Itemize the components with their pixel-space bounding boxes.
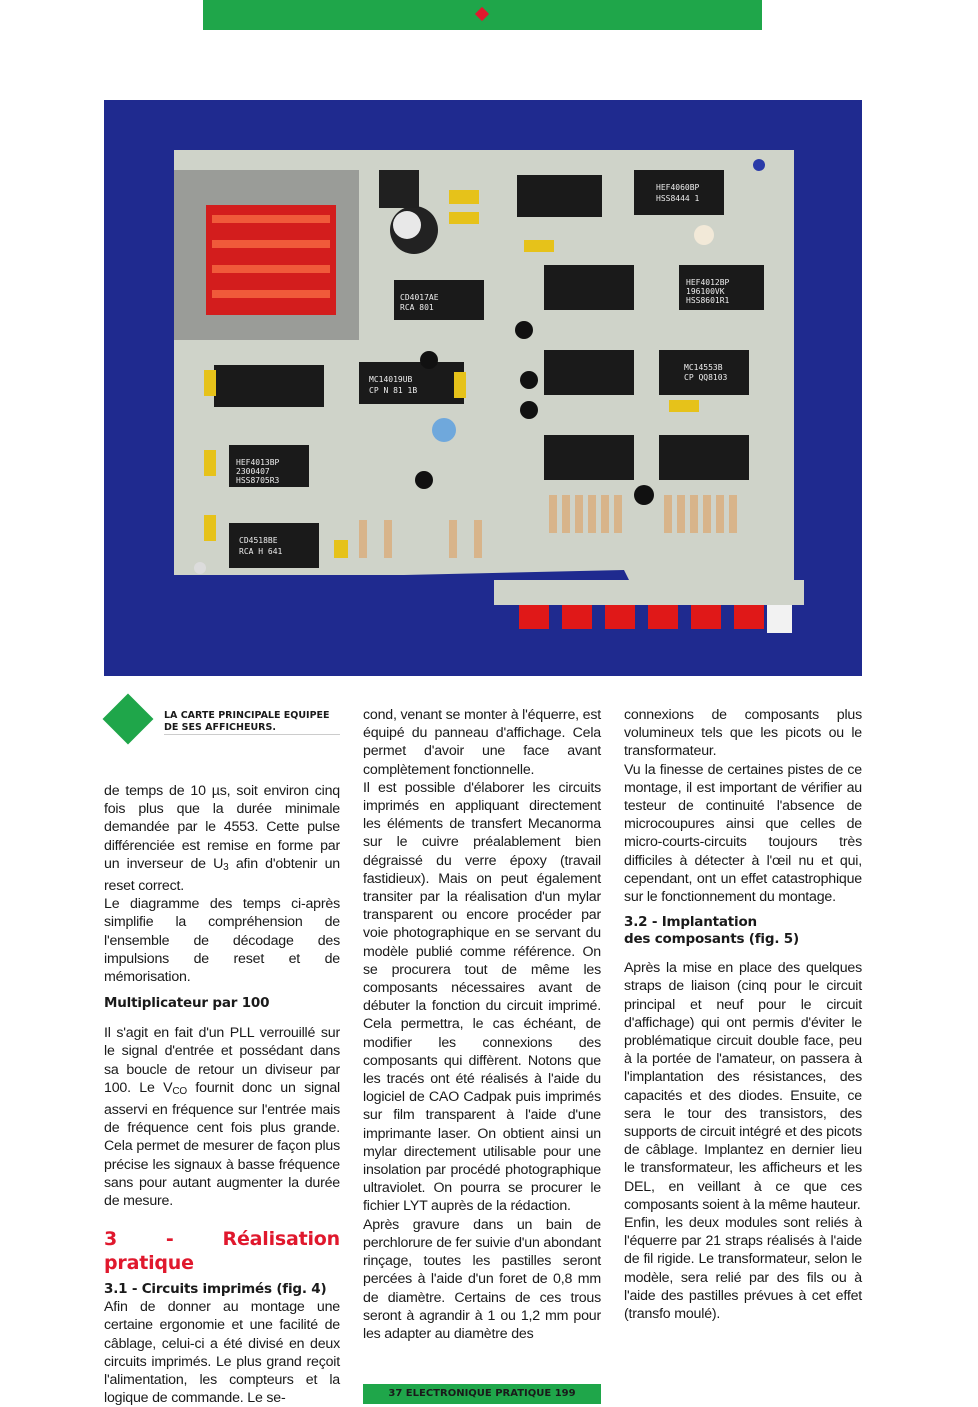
paragraph: Vu la finesse de certaines pistes de ce montage, il est important de vérifier au testeur de continuité l'absence de microcoupures ainsi que celles de micro-courts-circuits toujours très difficiles à détecter à l'œil nu et qui, cependant, ont un effet catastrophique sur le fonctionnement du montage.: [624, 761, 862, 906]
subheading-3-1: 3.1 - Circuits imprimés (fig. 4): [104, 1281, 327, 1298]
paragraph: Enfin, les deux modules sont reliés à l'équerre par 21 straps réalisés à l'aide de fil rigide. Le transformateur, selon le modèle, sera relié par des fils ou à l'aide des pastilles prévues à cet effet (transfo moulé).: [624, 1215, 862, 1323]
svg-text:MC14553B: MC14553B: [684, 363, 723, 372]
svg-text:RCA 801: RCA 801: [400, 303, 434, 312]
caption-diamond-icon: [103, 694, 154, 745]
svg-text:HSS8601R1: HSS8601R1: [686, 296, 730, 305]
paragraph: Après gravure dans un bain de perchlorure de fer suivie d'un abondant rinçage, toutes les pastilles seront percées à l'aide d'un foret de 0,8 mm de diamètre. Certains de ces trous seront à agrandir à 1 ou 1,2 mm pour les adapter au diamètre des: [363, 1216, 601, 1342]
column-1: [104, 782, 340, 1407]
paragraph: de temps de 10 µs, soit environ cinq fois plus que la durée minimale demandée par le 4553. Cette pulse différenciée est remise en forme par un inverseur de $U_3$ afin d'obtenir un reset correct.: [104, 783, 340, 895]
column-3: [624, 706, 862, 1323]
svg-text:HSS8705R3: HSS8705R3: [236, 476, 280, 485]
paragraph: connexions de composants plus volumineux tels que les picots ou le transformateur.: [624, 707, 862, 760]
paragraph: Il est possible d'élaborer les circuits imprimés en appliquant directement les éléments de transfert Mecanorma sur le cuivre préalablement bien dégraissé du verre époxy (travail fastidieux). Mais on peut également transiter par la réalisation d'un mylar transparent ou encore procéder par voie photographique en se servant du modèle publié comme référence. On se procurera tout de même les composants nécessaires avant de débuter la fonction du circuit imprimé. Cela permettra, le cas échéant, de modifier les connexions des composants qui diffèrent. Notons que les tracés ont été réalisés à l'aide du logiciel de CAO Cadpak puis imprimés sur film transparent à l'aide d'une imprimante laser. On obtient ainsi un mylar directement utilisable pour une insolation par procédé photographique ultraviolet. On pourra se procurer le fichier LYT auprès de la rédaction.: [363, 779, 601, 1215]
svg-text:HSS8444 1: HSS8444 1: [656, 194, 700, 203]
svg-text:HEF4013BP: HEF4013BP: [236, 458, 280, 467]
subheading-multiplicateur: Multiplicateur par 100: [104, 995, 270, 1012]
svg-text:HEF4060BP: HEF4060BP: [656, 183, 700, 192]
subheading-3-2: 3.2 - Implantation des composants (fig. 5): [624, 914, 799, 948]
paragraph: Afin de donner au montage une certaine ergonomie et une facilité de câblage, celui-ci a été divisé en deux circuits imprimés. Le plus grand reçoit l'alimentation, les compteurs et la logique de commande. Le se-: [104, 1299, 340, 1407]
caption-text: LA CARTE PRINCIPALE EQUIPEE DE SES AFFICHEURS.: [164, 710, 330, 733]
svg-text:CD4017AE: CD4017AE: [400, 293, 439, 302]
svg-text:CD4518BE: CD4518BE: [239, 536, 278, 545]
svg-text:HEF4012BP: HEF4012BP: [686, 278, 730, 287]
svg-text:CP QQ8103: CP QQ8103: [684, 373, 728, 382]
page-footer: 37 ELECTRONIQUE PRATIQUE 199: [363, 1384, 601, 1404]
photo-caption: [104, 697, 340, 749]
column-2: [363, 706, 601, 1343]
svg-text:2300407: 2300407: [236, 467, 270, 476]
paragraph: Après la mise en place des quelques straps de liaison (cinq pour le circuit principal et neuf pour le circuit d'affichage) qui ont permis d'éviter le problématique circuit double face, peu à la portée de l'amateur, on passera à l'implantation des résistances, des capacités et des diodes. Ensuite, ce sera le tour des transistors, des supports de circuit intégré et des picots de câblage. Implantez en dernier lieu le transformateur, les afficheurs et les DEL, en veillant à ce que ces composants soient à la même hauteur.: [624, 960, 862, 1213]
svg-text:196100VK: 196100VK: [686, 287, 725, 296]
circuit-board-photo: [104, 100, 862, 676]
paragraph: Il s'agit en fait d'un PLL verrouillé sur le signal d'entrée et possédant dans sa boucle de retour un diviseur par 100. Le $V_{CO}$ fournit donc un signal asservi en fréquence sur l'entrée mais de fréquence cent fois plus grande. Cela permet de mesurer de façon plus précise les signaux à basse fréquence sans pour autant augmenter la durée de mesure.: [104, 1025, 340, 1210]
section-heading: 3 - Réalisation pratique: [104, 1228, 340, 1275]
paragraph: Le diagramme des temps ci-après simplifie la compréhension de l'ensemble de décodage des impulsions de reset et de mémorisation.: [104, 896, 340, 986]
svg-text:CP N 81 1B: CP N 81 1B: [369, 386, 418, 395]
caption-rule: [164, 734, 340, 735]
svg-text:RCA H 641: RCA H 641: [239, 547, 283, 556]
svg-text:MC14019UB: MC14019UB: [369, 375, 413, 384]
paragraph: cond, venant se monter à l'équerre, est équipé du panneau d'affichage. Cela permet d'avoir une face avant complètement fonctionnelle.: [363, 707, 601, 778]
